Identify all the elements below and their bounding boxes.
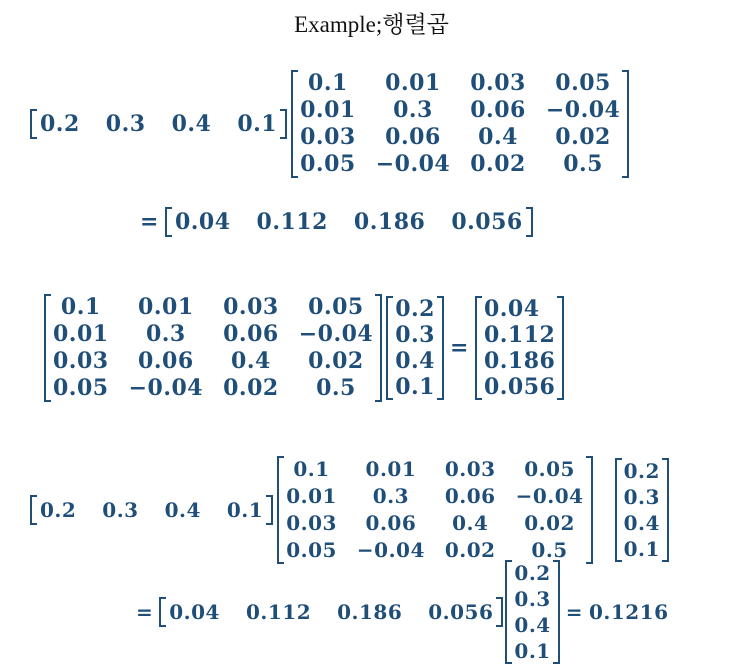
column-vector-entries — [393, 296, 437, 400]
vector-entry: 0.2 — [40, 111, 80, 137]
matrix-cell: 0.03 — [470, 70, 526, 96]
matrix-cell: 0.1 — [293, 457, 330, 481]
matrix-entries — [51, 294, 375, 402]
equation-row-result — [134, 207, 533, 237]
quadratic-result: 0.1216 — [588, 600, 669, 624]
matrix-cell: −0.04 — [128, 375, 204, 401]
column-entry: 0.04 — [483, 296, 540, 322]
vector-entry: 0.056 — [451, 209, 523, 235]
matrix-cell: −0.04 — [375, 151, 451, 177]
column-entry: 0.186 — [483, 348, 556, 374]
vector-entry: 0.04 — [174, 209, 231, 235]
column-entry: 0.1 — [623, 537, 660, 561]
vector-entry: 0.112 — [245, 600, 312, 624]
matrix-cell: 0.05 — [286, 538, 337, 562]
page-title: Example;행렬곱 — [294, 12, 449, 37]
matrix-cell: 0.3 — [145, 321, 186, 347]
equals-sign: = — [140, 209, 159, 235]
matrix-cell: 0.1 — [60, 294, 101, 320]
product-row-vector — [165, 207, 533, 237]
matrix — [44, 294, 382, 402]
vector-entry: 0.2 — [40, 498, 77, 522]
column-vector-entries — [622, 458, 662, 562]
column-entry: 0.2 — [623, 459, 660, 483]
matrix-cell: 0.02 — [308, 348, 364, 374]
equation-quadratic-result — [130, 560, 669, 664]
matrix-cell: −0.04 — [298, 321, 374, 347]
vector-entry: 0.4 — [164, 498, 201, 522]
matrix-cell: 0.03 — [223, 294, 279, 320]
matrix-cell: 0.01 — [53, 321, 109, 347]
column-entry: 0.1 — [514, 639, 551, 663]
matrix-cell: 0.02 — [470, 151, 526, 177]
product-column-entries — [482, 296, 557, 400]
matrix-cell: 0.3 — [372, 484, 410, 508]
column-vector — [386, 296, 444, 400]
vector-entry: 0.186 — [337, 600, 403, 624]
column-vector — [615, 458, 669, 562]
equals-sign: = — [565, 600, 583, 624]
matrix-cell: 0.06 — [470, 97, 526, 123]
column-entry: 0.3 — [395, 322, 435, 348]
column-entry: 0.2 — [514, 561, 551, 585]
equation-quadratic-form — [30, 456, 669, 564]
row-vector — [30, 109, 287, 139]
matrix-cell: 0.02 — [555, 124, 611, 150]
vector-entry: 0.1 — [237, 111, 278, 137]
equals-sign: = — [450, 335, 469, 361]
matrix-cell: 0.01 — [385, 70, 441, 96]
matrix-cell: 0.06 — [444, 484, 496, 508]
matrix-cell: 0.4 — [452, 511, 489, 535]
matrix-cell: −0.04 — [356, 538, 425, 562]
product-row-vector — [159, 597, 503, 627]
matrix — [277, 456, 592, 564]
equation-matrix-times-column — [44, 294, 564, 402]
equation-row-times-matrix — [30, 70, 629, 178]
product-column-vector — [475, 296, 564, 400]
product-row-entries — [172, 207, 526, 237]
matrix-cell: 0.5 — [531, 538, 568, 562]
matrix-cell: 0.06 — [223, 321, 279, 347]
column-entry: 0.112 — [483, 322, 556, 348]
matrix-cell: −0.04 — [545, 97, 621, 123]
vector-entry: 0.056 — [428, 600, 494, 624]
column-vector-entries — [512, 560, 552, 664]
matrix-cell: 0.4 — [231, 348, 271, 374]
matrix-cell: 0.5 — [563, 151, 603, 177]
matrix-cell: 0.03 — [444, 457, 496, 481]
matrix-entries — [298, 70, 622, 178]
vector-entry: 0.04 — [169, 600, 220, 624]
matrix-cell: 0.03 — [53, 348, 109, 374]
matrix-cell: 0.01 — [286, 484, 337, 508]
column-entry: 0.4 — [514, 613, 551, 637]
matrix-cell: 0.02 — [223, 375, 279, 401]
column-entry: 0.4 — [623, 511, 660, 535]
matrix-cell: 0.01 — [300, 97, 356, 123]
column-entry: 0.4 — [395, 348, 435, 374]
matrix-cell: 0.06 — [385, 124, 441, 150]
column-vector — [505, 560, 559, 664]
vector-entry: 0.3 — [105, 111, 146, 137]
matrix-cell: 0.06 — [138, 348, 194, 374]
vector-entry: 0.3 — [102, 498, 139, 522]
matrix-cell: 0.02 — [524, 511, 575, 535]
matrix-cell: 0.4 — [478, 124, 518, 150]
matrix-cell: 0.05 — [308, 294, 364, 320]
matrix-cell: 0.1 — [308, 70, 348, 96]
row-vector — [30, 495, 273, 525]
matrix-cell: 0.03 — [300, 124, 356, 150]
equals-sign: = — [136, 600, 154, 624]
matrix-entries — [284, 456, 585, 564]
column-entry: 0.3 — [623, 485, 660, 509]
vector-entry: 0.186 — [353, 209, 426, 235]
matrix-cell: 0.03 — [286, 511, 337, 535]
matrix-cell: 0.05 — [555, 70, 611, 96]
vector-entry: 0.1 — [226, 498, 264, 522]
row-vector-entries — [37, 495, 266, 525]
matrix — [291, 70, 629, 178]
column-entry: 0.3 — [514, 587, 551, 611]
matrix-cell: 0.01 — [365, 457, 417, 481]
product-row-entries — [166, 597, 496, 627]
matrix-cell: 0.02 — [444, 538, 496, 562]
vector-entry: 0.112 — [256, 209, 328, 235]
matrix-cell: 0.01 — [138, 294, 194, 320]
matrix-cell: 0.3 — [393, 97, 433, 123]
column-entry: 0.1 — [395, 374, 435, 400]
column-entry: 0.2 — [395, 296, 435, 322]
matrix-cell: 0.5 — [316, 375, 356, 401]
matrix-cell: −0.04 — [515, 484, 584, 508]
vector-entry: 0.4 — [171, 111, 212, 137]
matrix-cell: 0.06 — [365, 511, 417, 535]
column-entry: 0.056 — [483, 374, 556, 400]
matrix-cell: 0.05 — [300, 151, 356, 177]
row-vector-entries — [37, 109, 280, 139]
matrix-cell: 0.05 — [524, 457, 575, 481]
matrix-cell: 0.05 — [53, 375, 109, 401]
